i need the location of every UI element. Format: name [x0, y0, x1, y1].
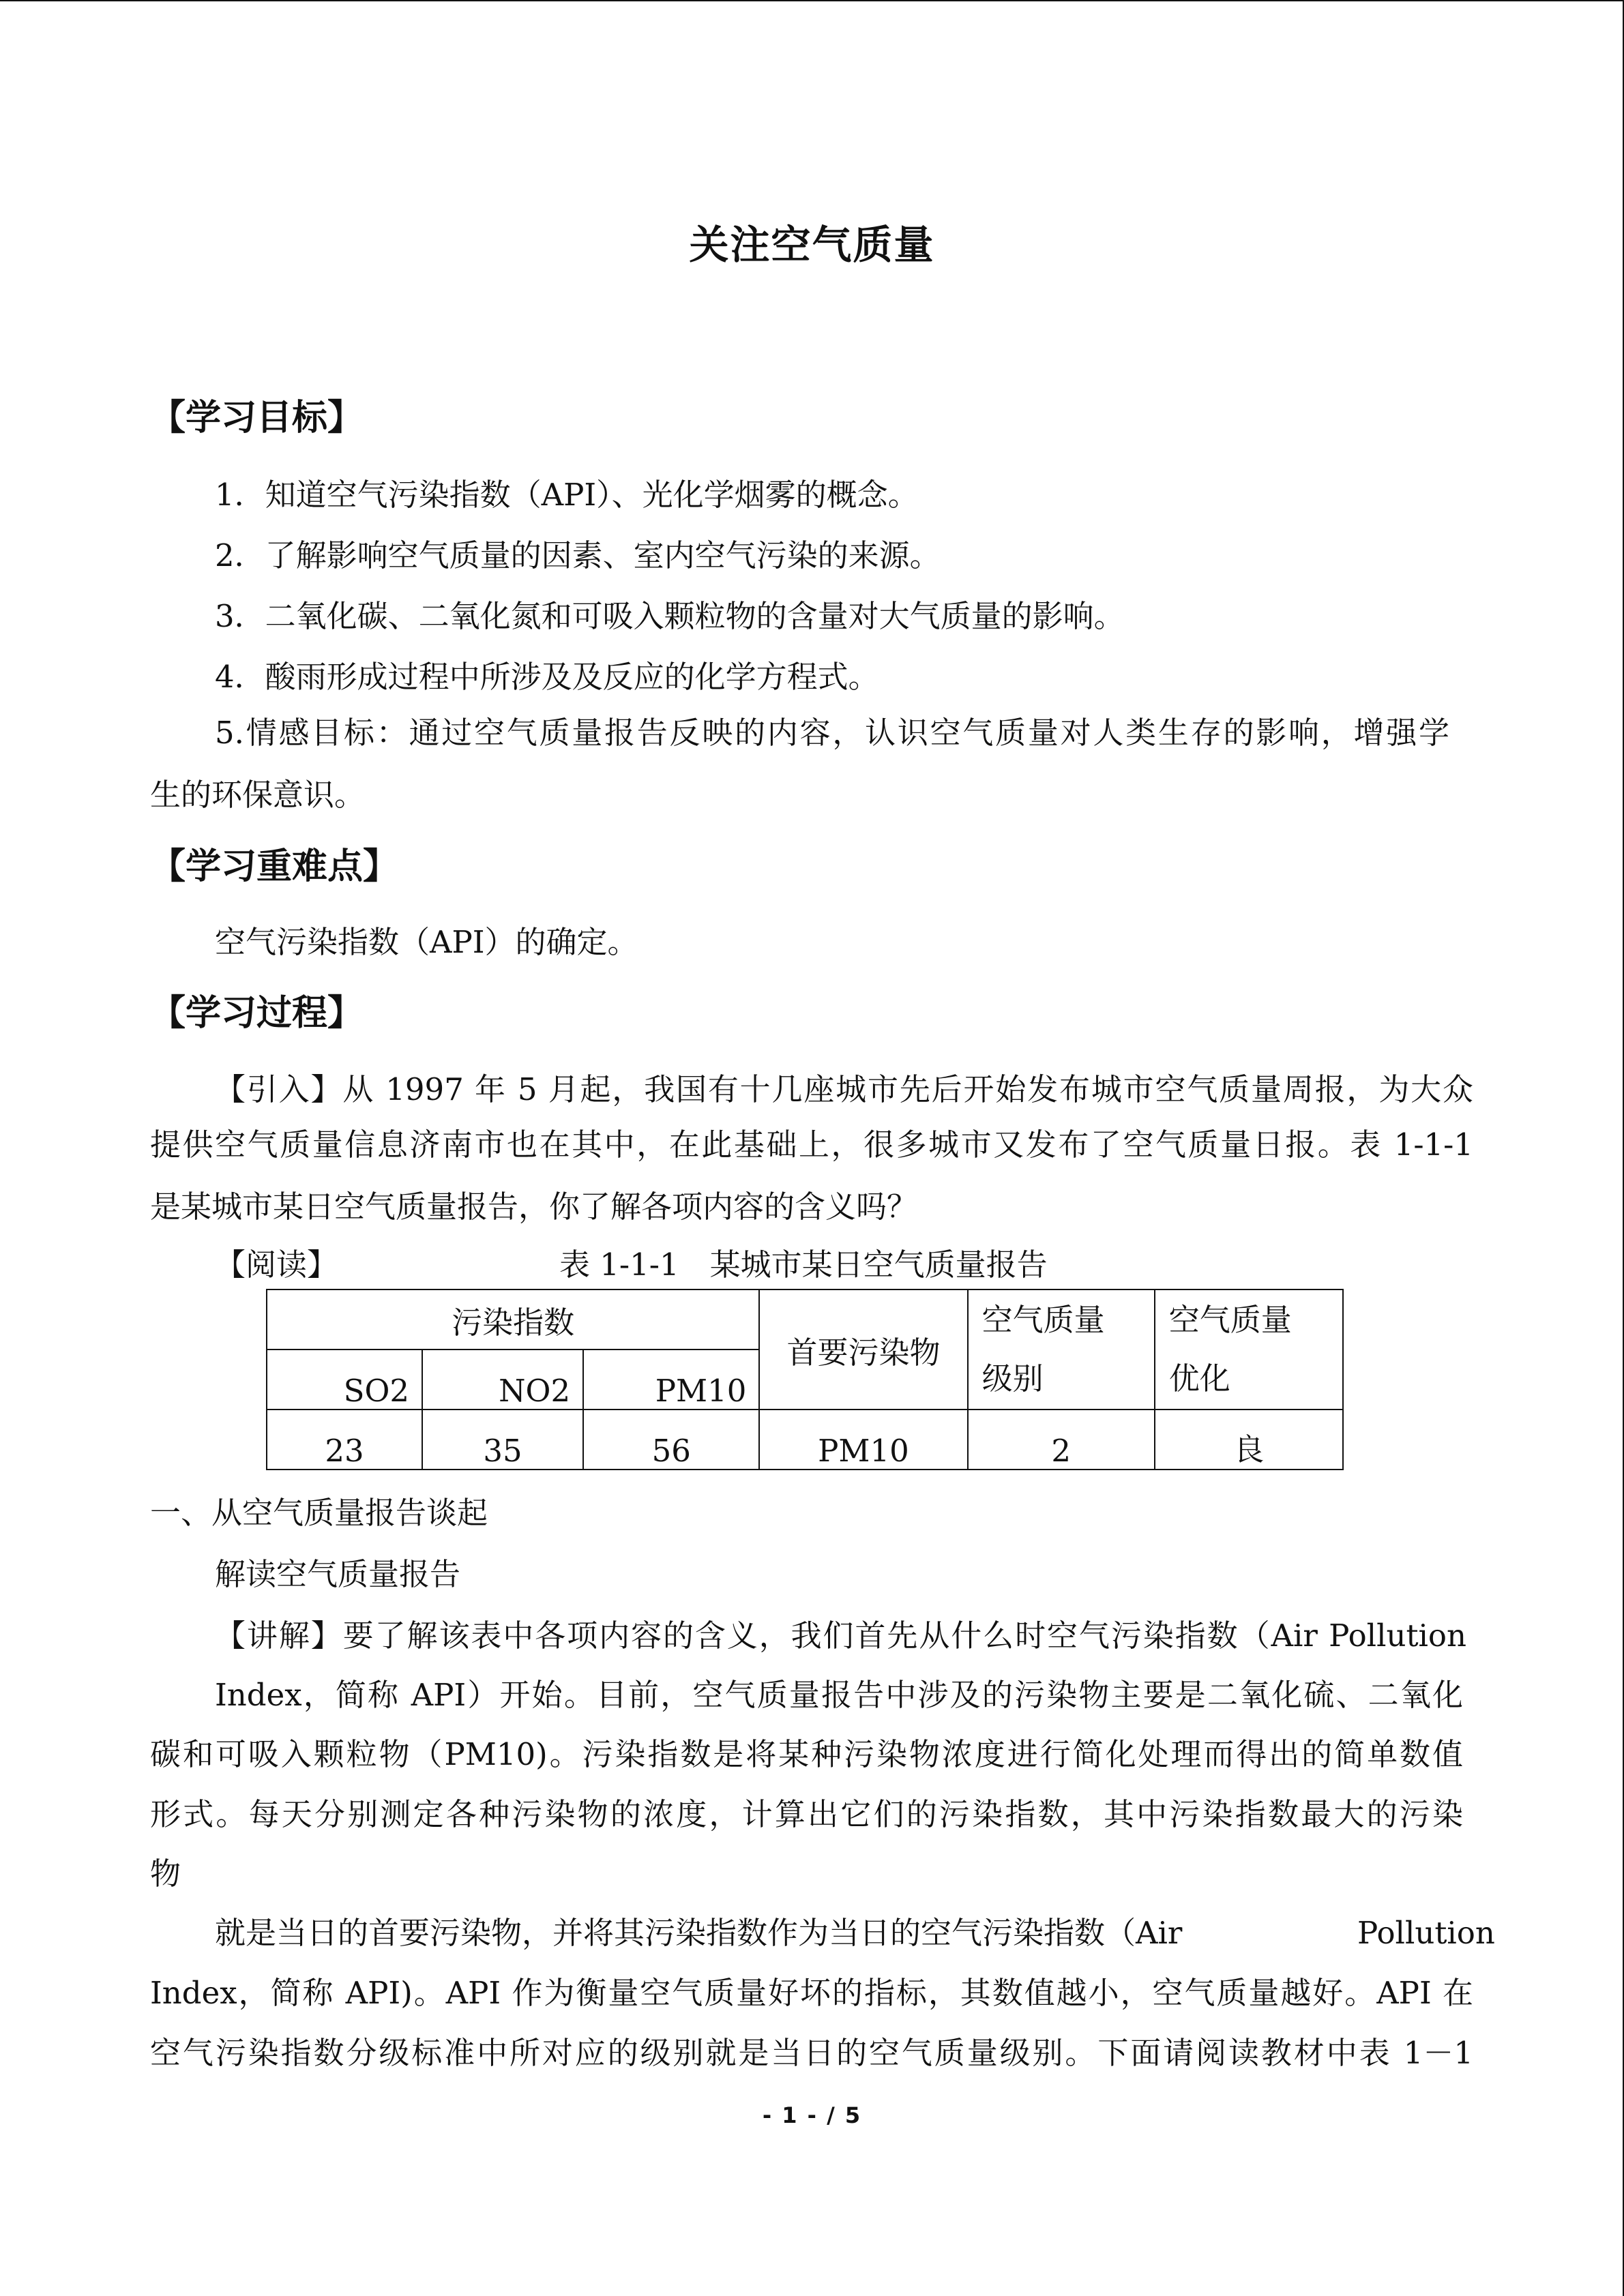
objective-item-5-line-2: 生的环保意识。 — [150, 777, 366, 813]
objective-item-5-line-1: 5.情感目标：通过空气质量报告反映的内容，认识空气质量对人类生存的影响，增强学 — [215, 715, 1449, 751]
key-point-text: 空气污染指数（API）的确定。 — [215, 924, 638, 960]
section-learning-objectives: 【学习目标】 — [150, 398, 364, 438]
subsection-1-title: 一、从空气质量报告谈起 — [150, 1495, 488, 1531]
header-air-quality-grade — [1155, 1289, 1343, 1410]
page-top-border — [0, 0, 1624, 1]
objective-item-2: 2．了解影响空气质量的因素、室内空气污染的来源。 — [215, 537, 941, 573]
header-air-quality-grade-line-2: 优化 — [1168, 1360, 1230, 1397]
intro-line-2: 提供空气质量信息济南市也在其中，在此基础上，很多城市又发布了空气质量日报。表 1-1-1 — [150, 1127, 1473, 1163]
paragraph-2-line-1-right: Pollution — [1357, 1915, 1495, 1951]
header-no2: NO2 — [422, 1350, 583, 1410]
value-pm10: 56 — [583, 1410, 759, 1470]
section-learning-process: 【学习过程】 — [150, 993, 364, 1034]
explanation-line-3: 碳和可吸入颗粒物（PM10)。污染指数是将某种污染物浓度进行简化处理而得出的简单数值 — [150, 1736, 1463, 1772]
value-air-quality-grade: 良 — [1155, 1410, 1343, 1470]
explanation-line-5: 物 — [150, 1855, 181, 1892]
header-pollution-index: 污染指数 — [267, 1289, 759, 1350]
subsection-1-heading: 解读空气质量报告 — [215, 1556, 461, 1592]
value-no2: 35 — [422, 1410, 583, 1470]
document-title: 关注空气质量 — [689, 222, 935, 268]
value-so2: 23 — [267, 1410, 422, 1470]
explanation-line-2: Index，简称 API）开始。目前，空气质量报告中涉及的污染物主要是二氧化硫、二氧化 — [215, 1677, 1463, 1713]
value-air-quality-level: 2 — [968, 1410, 1155, 1470]
paragraph-2-line-2: Index，简称 API)。API 作为衡量空气质量好坏的指标，其数值越小，空气质量越好。API 在 — [150, 1975, 1473, 2011]
reading-label: 【阅读】 — [215, 1247, 338, 1283]
header-so2: SO2 — [267, 1350, 422, 1410]
table-header-row-1 — [267, 1289, 1343, 1350]
section-key-points: 【学习重难点】 — [150, 846, 399, 887]
explanation-line-4: 形式。每天分别测定各种污染物的浓度，计算出它们的污染指数，其中污染指数最大的污染 — [150, 1796, 1463, 1832]
header-air-quality-level-line-2: 级别 — [981, 1360, 1044, 1397]
header-air-quality-level — [968, 1289, 1155, 1410]
objective-item-3: 3．二氧化碳、二氧化氮和可吸入颗粒物的含量对大气质量的影响。 — [215, 598, 1125, 634]
paragraph-2-line-1-left: 就是当日的首要污染物，并将其污染指数作为当日的空气污染指数（Air — [215, 1915, 1183, 1951]
value-primary-pollutant: PM10 — [759, 1410, 967, 1470]
explanation-line-1: 【讲解】要了解该表中各项内容的含义，我们首先从什么时空气污染指数（Air Pollution — [215, 1617, 1466, 1654]
air-quality-report-table — [266, 1289, 1344, 1470]
header-air-quality-grade-line-1: 空气质量 — [1168, 1302, 1292, 1338]
objective-item-1: 1．知道空气污染指数（API）、光化学烟雾的概念。 — [215, 477, 919, 513]
header-primary-pollutant: 首要污染物 — [759, 1289, 967, 1410]
objective-item-4: 4．酸雨形成过程中所涉及及反应的化学方程式。 — [215, 659, 879, 695]
intro-line-3: 是某城市某日空气质量报告，你了解各项内容的含义吗？ — [150, 1189, 918, 1225]
table-data-row — [267, 1410, 1343, 1470]
header-air-quality-level-line-1: 空气质量 — [981, 1302, 1105, 1338]
paragraph-2-line-3: 空气污染指数分级标准中所对应的级别就是当日的空气质量级别。下面请阅读教材中表 1－1 — [150, 2035, 1473, 2071]
intro-line-1: 【引入】从 1997 年 5 月起，我国有十几座城市先后开始发布城市空气质量周报，为大众 — [215, 1071, 1473, 1107]
table-caption: 表 1-1-1 某城市某日空气质量报告 — [559, 1247, 1048, 1283]
header-pm10: PM10 — [583, 1350, 759, 1410]
page-number-footer: - 1 - / 5 — [762, 2102, 862, 2128]
